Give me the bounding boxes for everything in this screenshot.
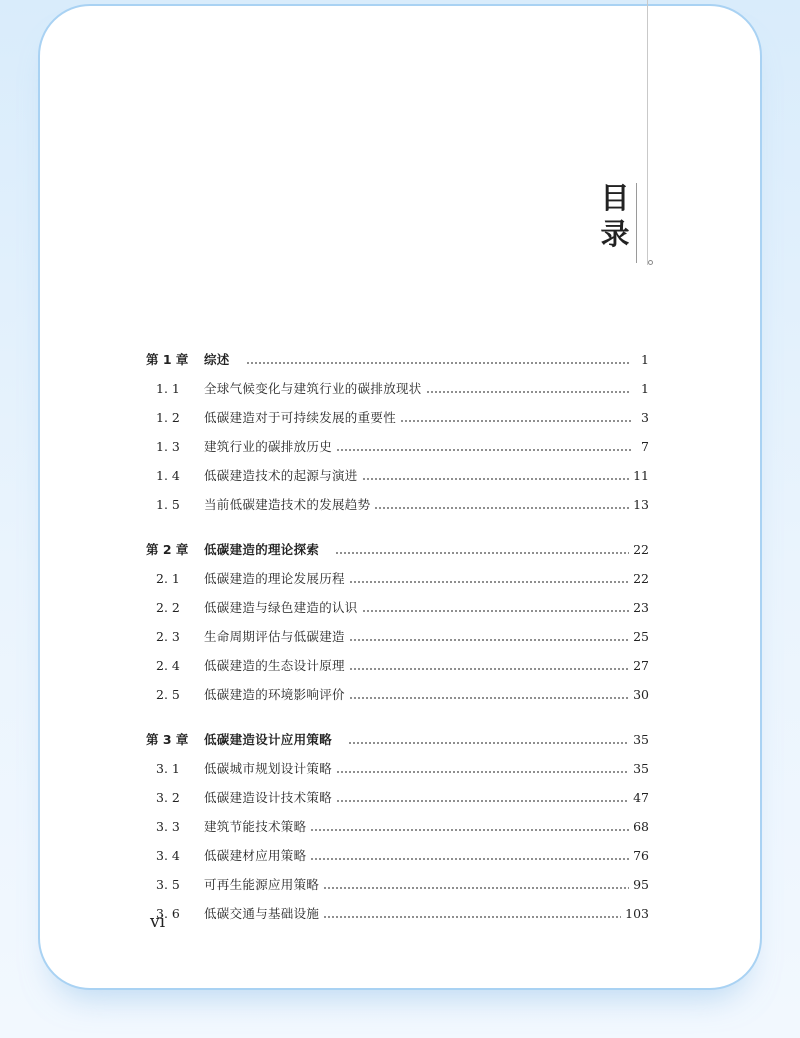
toc-section-row [146, 875, 649, 895]
section-number: 3. 2 [156, 790, 180, 805]
dot-leader [336, 449, 631, 451]
dot-leader [310, 829, 629, 831]
dot-leader [335, 552, 629, 554]
section-number: 2. 3 [156, 629, 180, 644]
toc-section-row [146, 495, 649, 515]
toc-section-row [146, 569, 649, 589]
section-title: 低碳建造设计技术策略 [204, 790, 333, 805]
page-reference: 47 [633, 790, 649, 805]
chapter-title: 低碳建造的理论探索 [204, 542, 320, 557]
dot-leader [323, 916, 621, 918]
dot-leader [246, 362, 631, 364]
section-title: 低碳建造技术的起源与演进 [204, 468, 358, 483]
page-number: vi [150, 912, 166, 932]
page-reference: 22 [633, 542, 649, 557]
decorative-vertical-line [647, 0, 648, 265]
page-reference: 95 [633, 877, 649, 892]
dot-leader [349, 639, 629, 641]
chapter-number: 第 1 章 [146, 352, 189, 367]
section-title: 建筑行业的碳排放历史 [204, 439, 333, 454]
page-reference: 1 [641, 381, 649, 396]
toc-section-row [146, 598, 649, 618]
toc-chapter-row [146, 540, 649, 560]
chapter-title: 综述 [204, 352, 230, 367]
page-reference: 11 [633, 468, 649, 483]
page-reference: 13 [633, 497, 649, 512]
section-title: 建筑节能技术策略 [204, 819, 307, 834]
page-reference: 1 [641, 352, 649, 367]
section-title: 低碳建造的环境影响评价 [204, 687, 345, 702]
dot-leader [348, 742, 629, 744]
page-reference: 7 [641, 439, 649, 454]
section-title: 全球气候变化与建筑行业的碳排放现状 [204, 381, 422, 396]
toc-section-row [146, 904, 649, 924]
dot-leader [349, 581, 629, 583]
toc-chapter-row [146, 730, 649, 750]
section-number: 1. 1 [156, 381, 180, 396]
page-reference: 23 [633, 600, 649, 615]
chapter-number: 第 2 章 [146, 542, 189, 557]
dot-leader [323, 887, 629, 889]
section-number: 1. 3 [156, 439, 180, 454]
page-reference: 27 [633, 658, 649, 673]
toc-heading-char: 录 [600, 217, 630, 251]
toc-section-row [146, 788, 649, 808]
section-title: 生命周期评估与低碳建造 [204, 629, 345, 644]
toc-section-row [146, 685, 649, 705]
toc-section-row [146, 466, 649, 486]
dot-leader [362, 478, 629, 480]
page-reference: 35 [633, 732, 649, 747]
dot-leader [400, 420, 631, 422]
page-reference: 68 [633, 819, 649, 834]
section-number: 1. 2 [156, 410, 180, 425]
section-title: 低碳建材应用策略 [204, 848, 307, 863]
page-reference: 25 [633, 629, 649, 644]
section-number: 2. 4 [156, 658, 180, 673]
section-title: 低碳建造对于可持续发展的重要性 [204, 410, 397, 425]
toc-heading-char: 目 [600, 181, 630, 215]
toc-section-row [146, 379, 649, 399]
section-number: 1. 4 [156, 468, 180, 483]
toc-section-row [146, 846, 649, 866]
title-divider-line [636, 183, 637, 263]
page-reference: 3 [641, 410, 649, 425]
toc-section-row [146, 408, 649, 428]
dot-leader [336, 771, 629, 773]
section-title: 当前低碳建造技术的发展趋势 [204, 497, 371, 512]
toc-section-row [146, 656, 649, 676]
dot-leader [362, 610, 629, 612]
toc-section-row [146, 437, 649, 457]
dot-leader [336, 800, 629, 802]
section-number: 2. 2 [156, 600, 180, 615]
chapter-number: 第 3 章 [146, 732, 189, 747]
dot-leader [349, 668, 629, 670]
section-number: 1. 5 [156, 497, 180, 512]
section-number: 3. 5 [156, 877, 180, 892]
section-title: 低碳建造的理论发展历程 [204, 571, 345, 586]
chapter-title: 低碳建造设计应用策略 [204, 732, 333, 747]
section-title: 低碳建造与绿色建造的认识 [204, 600, 358, 615]
dot-leader [426, 391, 631, 393]
section-number: 3. 4 [156, 848, 180, 863]
dot-leader [374, 507, 629, 509]
section-number: 2. 1 [156, 571, 180, 586]
toc-section-row [146, 627, 649, 647]
dot-leader [310, 858, 629, 860]
page-reference: 76 [633, 848, 649, 863]
section-number: 3. 6 [156, 906, 180, 921]
toc-heading [598, 180, 632, 252]
dot-leader [349, 697, 629, 699]
section-number: 3. 1 [156, 761, 180, 776]
section-number: 3. 3 [156, 819, 180, 834]
decorative-circle-icon [648, 260, 653, 265]
page-reference: 22 [633, 571, 649, 586]
section-title: 低碳交通与基础设施 [204, 906, 320, 921]
section-title: 低碳建造的生态设计原理 [204, 658, 345, 673]
section-number: 2. 5 [156, 687, 180, 702]
toc-chapter-row [146, 350, 649, 370]
section-title: 可再生能源应用策略 [204, 877, 320, 892]
toc-section-row [146, 759, 649, 779]
toc-section-row [146, 817, 649, 837]
section-title: 低碳城市规划设计策略 [204, 761, 333, 776]
page-reference: 103 [625, 906, 649, 921]
page-reference: 35 [633, 761, 649, 776]
page-reference: 30 [633, 687, 649, 702]
